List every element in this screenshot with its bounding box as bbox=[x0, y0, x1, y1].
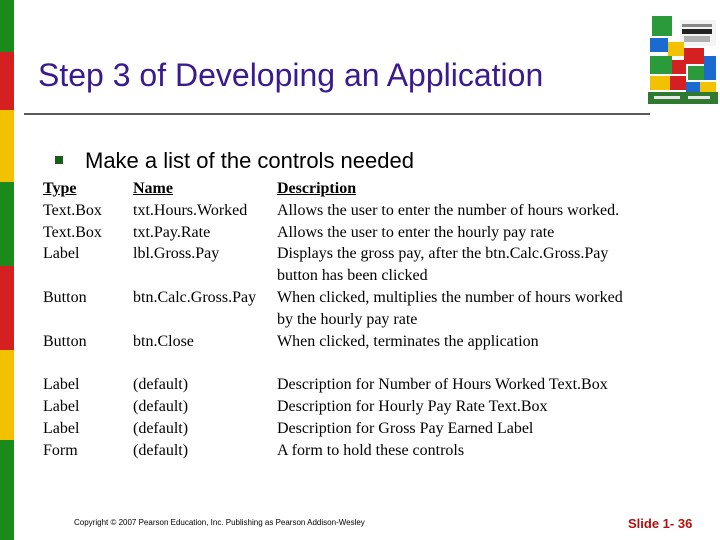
cell-name: btn.Calc.Gross.Pay bbox=[133, 288, 257, 306]
cell-type: Label bbox=[43, 419, 80, 437]
table-header-row bbox=[43, 178, 677, 200]
cell-type: Label bbox=[43, 376, 80, 394]
cell-description: Allows the user to enter the hourly pay rate bbox=[277, 223, 555, 241]
table-row bbox=[43, 243, 677, 265]
table-row-continuation bbox=[43, 265, 677, 287]
cell-name: (default) bbox=[133, 376, 189, 394]
cell-type bbox=[43, 309, 133, 331]
cell-description: When clicked, multiplies the number of hours worked bbox=[277, 288, 623, 306]
slide-number: Slide 1- 36 bbox=[628, 516, 693, 531]
square-bullet-icon bbox=[55, 156, 63, 164]
cell-description: When clicked, terminates the application bbox=[277, 332, 539, 350]
table-row bbox=[43, 287, 677, 309]
cell-name: txt.Pay.Rate bbox=[133, 223, 211, 241]
stripe-segment bbox=[0, 0, 14, 52]
cell-description: Description for Gross Pay Earned Label bbox=[277, 419, 534, 437]
title-divider bbox=[24, 113, 650, 115]
cell-type: Text.Box bbox=[43, 201, 102, 219]
cell-name bbox=[133, 309, 277, 331]
table-row bbox=[43, 222, 677, 244]
bullet-text: Make a list of the controls needed bbox=[85, 148, 414, 173]
cell-name bbox=[133, 265, 277, 287]
stripe-segment bbox=[0, 350, 14, 440]
cell-name: txt.Hours.Worked bbox=[133, 201, 248, 219]
header-description: Description bbox=[277, 180, 357, 197]
cell-type: Button bbox=[43, 332, 87, 350]
stripe-segment bbox=[0, 52, 14, 110]
left-color-stripe bbox=[0, 0, 14, 540]
cell-type: Text.Box bbox=[43, 223, 102, 241]
cell-description: Description for Hourly Pay Rate Text.Box bbox=[277, 397, 548, 415]
cell-name: lbl.Gross.Pay bbox=[133, 245, 220, 263]
cell-description: A form to hold these controls bbox=[277, 441, 465, 459]
cell-name: btn.Close bbox=[133, 332, 194, 350]
cell-type: Button bbox=[43, 288, 87, 306]
stripe-segment bbox=[0, 182, 14, 266]
table-row bbox=[43, 440, 677, 462]
cell-type bbox=[43, 265, 133, 287]
header-name: Name bbox=[133, 180, 173, 197]
cell-name: (default) bbox=[133, 419, 189, 437]
slide-title: Step 3 of Developing an Application bbox=[38, 57, 544, 93]
cell-type: Form bbox=[43, 441, 78, 459]
bullet-item bbox=[55, 148, 414, 174]
stripe-segment bbox=[0, 266, 14, 350]
cell-type: Label bbox=[43, 245, 80, 263]
table-row bbox=[43, 396, 677, 418]
cell-description: Displays the gross pay, after the btn.Calc.Gross.Pay bbox=[277, 245, 609, 263]
stripe-segment bbox=[0, 110, 14, 182]
table-row bbox=[43, 200, 677, 222]
cell-description: by the hourly pay rate bbox=[277, 310, 418, 328]
cell-description: Allows the user to enter the number of hours worked. bbox=[277, 201, 620, 219]
cell-name: (default) bbox=[133, 397, 189, 415]
cell-name: (default) bbox=[133, 441, 189, 459]
table-row bbox=[43, 418, 677, 440]
controls-table bbox=[43, 178, 677, 461]
table-row-continuation bbox=[43, 309, 677, 331]
cell-type: Label bbox=[43, 397, 80, 415]
cell-description: Description for Number of Hours Worked Text.Box bbox=[277, 376, 608, 394]
copyright-footer: Copyright © 2007 Pearson Education, Inc. Publishing as Pearson Addison-Wesley bbox=[74, 518, 365, 527]
table-spacer bbox=[43, 352, 677, 374]
table-row bbox=[43, 331, 677, 353]
visual-basic-2008-book-cover-icon bbox=[648, 16, 718, 104]
cell-description: button has been clicked bbox=[277, 267, 428, 285]
table-row bbox=[43, 374, 677, 396]
stripe-segment bbox=[0, 440, 14, 540]
header-type: Type bbox=[43, 180, 77, 197]
